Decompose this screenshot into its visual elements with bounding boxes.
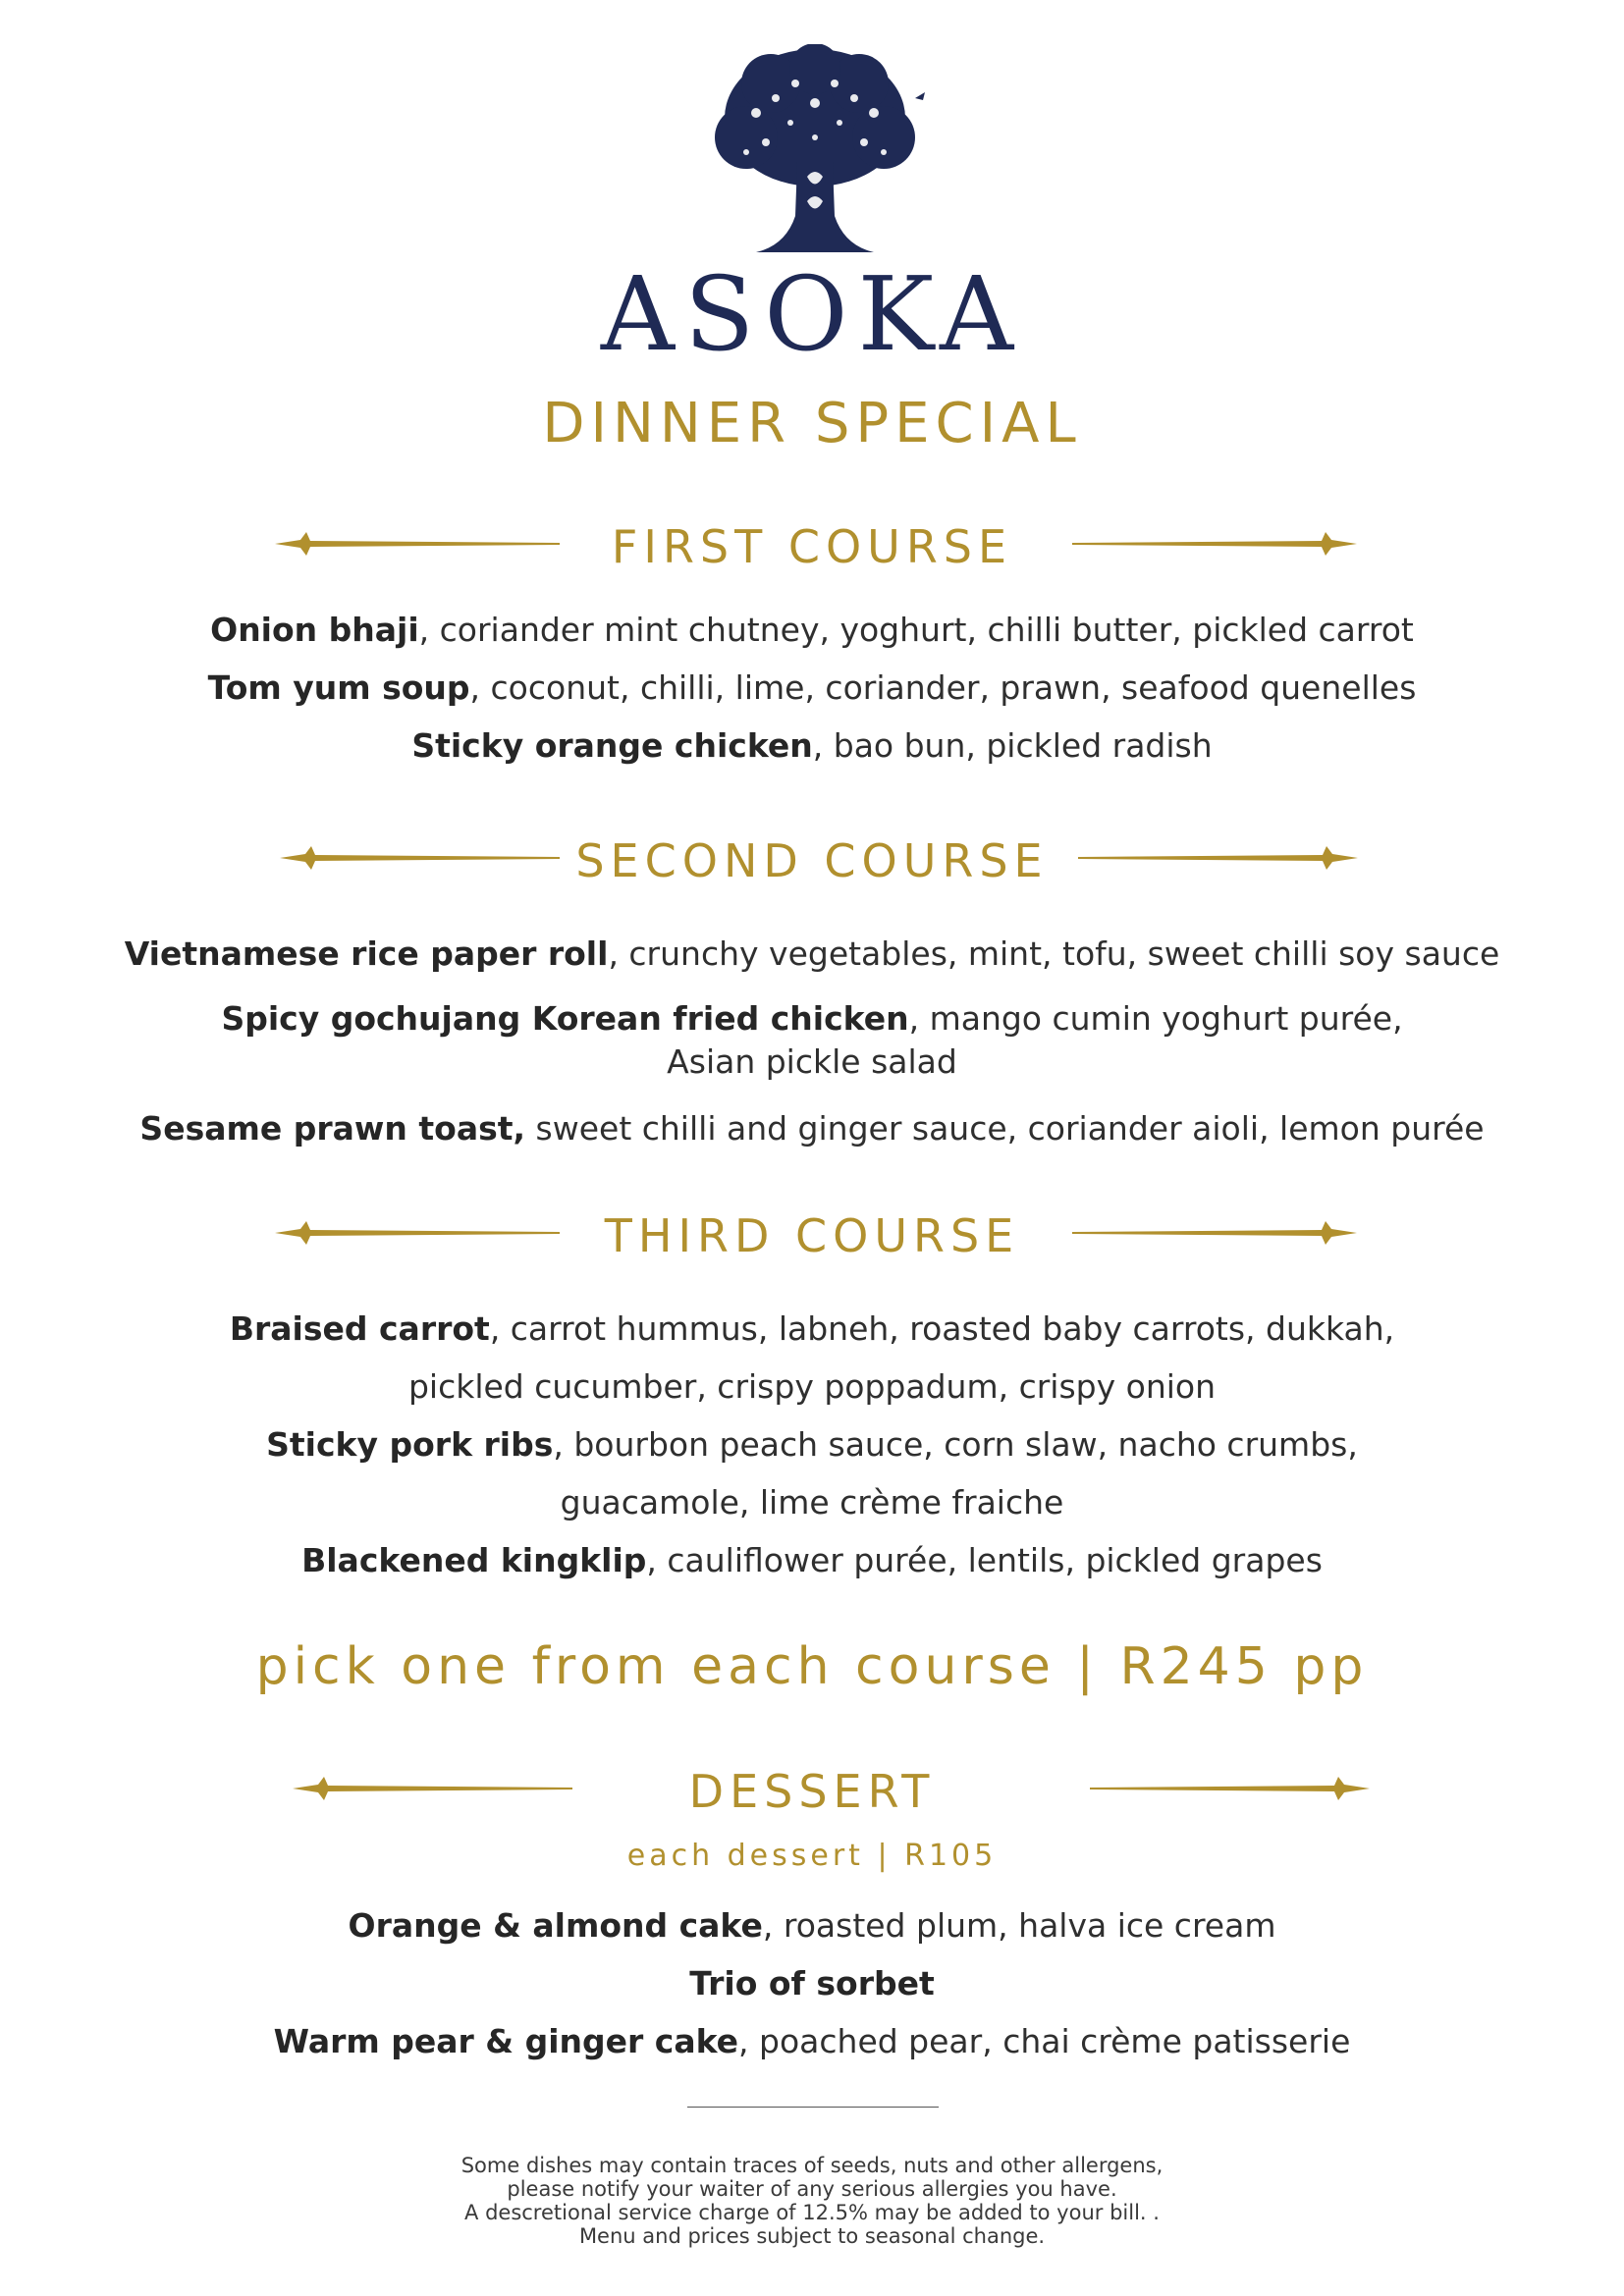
dish-name: Vietnamese rice paper roll — [124, 934, 609, 973]
dish-name: Onion bhaji — [210, 611, 419, 649]
dish-item — [0, 934, 1624, 974]
footnote-line: please notify your waiter of any serious allergies you have. — [507, 2177, 1117, 2201]
dish-description: , bao bun, pickled radish — [812, 726, 1213, 765]
dish-name: Trio of sorbet — [689, 1964, 935, 2002]
dish-item — [0, 1541, 1624, 1580]
dish-description: , poached pear, chai crème patisserie — [738, 2022, 1351, 2060]
dish-name: Orange & almond cake — [348, 1906, 763, 1945]
dish-name: Sticky orange chicken — [411, 726, 813, 765]
dish-description: , crunchy vegetables, mint, tofu, sweet chilli soy sauce — [608, 934, 1500, 973]
section-second-course — [0, 832, 1624, 891]
dish-name: Warm pear & ginger cake — [273, 2022, 739, 2060]
section-third-course — [0, 1207, 1624, 1266]
ornament-right-icon — [1072, 532, 1357, 556]
menu-subtitle: DINNER SPECIAL — [542, 392, 1082, 455]
allergen-footnote — [0, 2154, 1624, 2248]
dish-description: , cauliflower purée, lentils, pickled grapes — [646, 1541, 1323, 1579]
footnote-line: Some dishes may contain traces of seeds, nuts and other allergens, — [460, 2154, 1164, 2177]
set-menu-price: pick one from each course | R245 pp — [255, 1637, 1369, 1696]
dish-item — [0, 2022, 1624, 2061]
dish-item — [0, 1425, 1624, 1465]
dish-description-continued: Asian pickle salad — [667, 1042, 957, 1081]
footer-divider — [687, 2107, 939, 2108]
brand-name: ASOKA — [600, 254, 1024, 374]
dish-description: sweet chilli and ginger sauce, coriander aioli, lemon purée — [525, 1109, 1485, 1148]
dish-item — [0, 1309, 1624, 1349]
section-first-course — [0, 518, 1624, 577]
dish-description: , bourbon peach sauce, corn slaw, nacho crumbs, — [553, 1425, 1358, 1464]
dish-item — [0, 1906, 1624, 1946]
ornament-right-icon — [1078, 846, 1358, 870]
dish-description: , coconut, chilli, lime, coriander, prawn, seafood quenelles — [469, 668, 1417, 707]
dish-item — [0, 668, 1624, 708]
dish-description: , carrot hummus, labneh, roasted baby carrots, dukkah, — [489, 1309, 1395, 1348]
dish-name: Sticky pork ribs — [266, 1425, 554, 1464]
section-title: DESSERT — [688, 1765, 936, 1818]
tree-icon — [687, 44, 943, 260]
dish-name: Sesame prawn toast, — [139, 1109, 526, 1148]
dish-description-continued: guacamole, lime crème fraiche — [560, 1483, 1064, 1522]
dish-item — [0, 999, 1624, 1039]
dish-description: , coriander mint chutney, yoghurt, chilli butter, pickled carrot — [418, 611, 1414, 649]
section-dessert — [0, 1763, 1624, 1822]
dish-name: Tom yum soup — [207, 668, 470, 707]
ornament-right-icon — [1090, 1777, 1370, 1800]
footnote-line: A descretional service charge of 12.5% may be added to your bill. . — [464, 2201, 1160, 2224]
dish-item — [0, 1964, 1624, 2003]
section-title: SECOND COURSE — [575, 834, 1049, 887]
dish-description-continued: pickled cucumber, crispy poppadum, crispy onion — [407, 1367, 1217, 1406]
section-title: THIRD COURSE — [604, 1209, 1020, 1262]
dish-item — [0, 1109, 1624, 1148]
dish-description: , roasted plum, halva ice cream — [762, 1906, 1276, 1945]
dish-item — [0, 726, 1624, 766]
dish-description: , mango cumin yoghurt purée, — [908, 999, 1403, 1038]
dish-name: Spicy gochujang Korean fried chicken — [221, 999, 909, 1038]
footnote-line: Menu and prices subject to seasonal change. — [578, 2224, 1046, 2248]
dessert-price: each dessert | R105 — [626, 1839, 998, 1873]
ornament-right-icon — [1072, 1221, 1357, 1245]
dish-name: Blackened kingklip — [301, 1541, 647, 1579]
dish-name: Braised carrot — [229, 1309, 490, 1348]
section-title: FIRST COURSE — [611, 520, 1013, 573]
dish-item — [0, 611, 1624, 650]
